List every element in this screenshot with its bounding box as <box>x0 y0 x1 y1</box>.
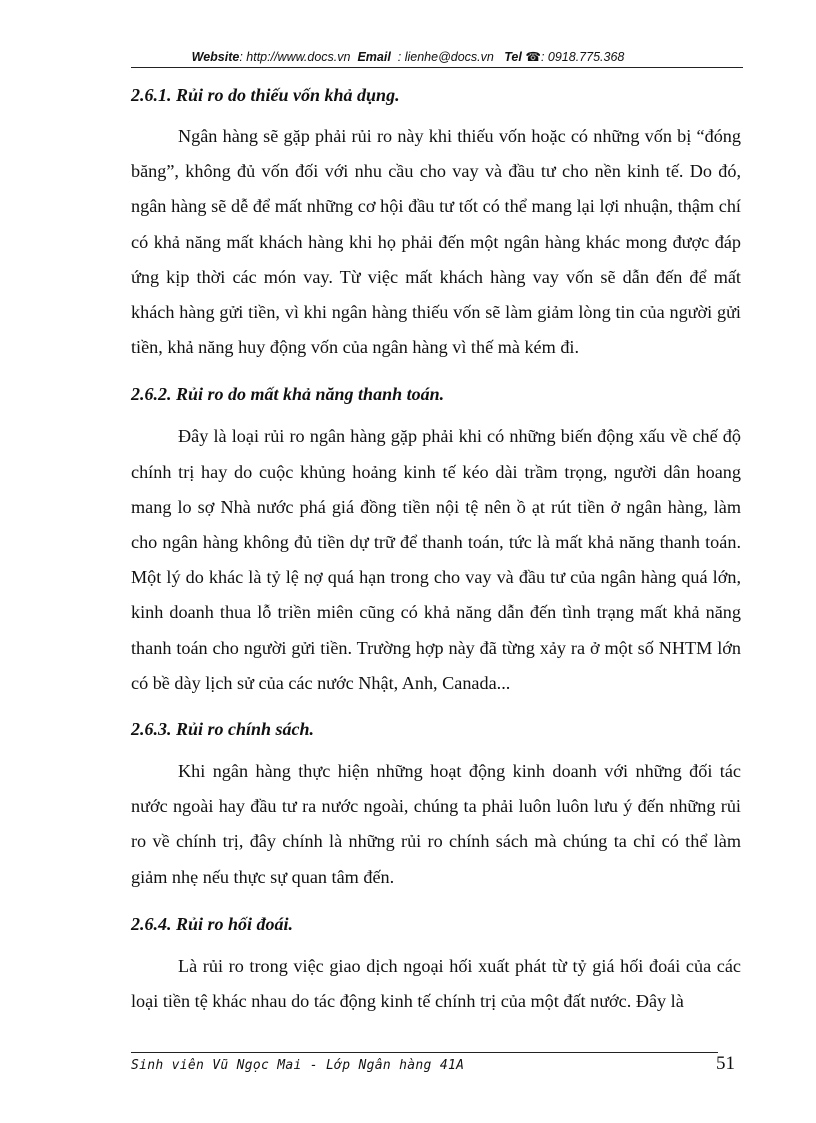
tel-label: Tel <box>504 50 522 64</box>
email-value[interactable]: : lienhe@docs.vn <box>397 50 494 64</box>
section-heading-2-6-2: 2.6.2. Rủi ro do mất khả năng thanh toán. <box>131 384 445 405</box>
footer-author: Sinh viên Vũ Ngọc Mai - Lớp Ngân hàng 41A <box>131 1058 465 1073</box>
email-label: Email <box>357 50 391 64</box>
tel-value: : 0918.775.368 <box>540 50 625 64</box>
section-heading-2-6-4: 2.6.4. Rủi ro hối đoái. <box>131 913 294 934</box>
website-value[interactable]: : http://www.docs.vn <box>239 50 351 64</box>
page-header <box>0 49 816 64</box>
section-paragraph-2-6-3: Khi ngân hàng thực hiện những hoạt động kinh doanh với những đối tác nước ngoài hay đầu tư ra nước ngoài, chúng ta phải luôn luôn lưu ý đến những rủi ro về chính trị, đây chính là những rủi ro chính sách mà chúng ta chỉ có thể làm giảm nhẹ nếu thực sự quan tâm đến. <box>131 761 741 887</box>
section-paragraph-2-6-1: Ngân hàng sẽ gặp phải rủi ro này khi thiếu vốn hoặc có những vốn bị “đóng băng”, không đủ vốn đối với nhu cầu cho vay và đầu tư cho nền kinh tế. Do đó, ngân hàng sẽ dễ để mất những cơ hội đầu tư tốt có thể mang lại lợi nhuận, thậm chí có khả năng mất khách hàng khi họ phải đến một ngân hàng khác mong được đáp ứng kịp thời các món vay. Từ việc mất khách hàng vay vốn sẽ dẫn đến để mất khách hàng gửi tiền, vì khi ngân hàng thiếu vốn sẽ làm giảm lòng tin của người gửi tiền, khả năng huy động vốn của ngân hàng vì thế mà kém đi. <box>131 126 741 358</box>
section-heading-2-6-3: 2.6.3. Rủi ro chính sách. <box>131 719 315 740</box>
document-body <box>131 82 741 1019</box>
header-divider <box>131 67 743 68</box>
website-label: Website <box>191 50 240 64</box>
page-number: 51 <box>716 1053 735 1074</box>
footer-divider <box>131 1052 718 1053</box>
section-heading-2-6-1: 2.6.1. Rủi ro do thiếu vốn khả dụng. <box>131 85 400 105</box>
section-paragraph-2-6-2: Đây là loại rủi ro ngân hàng gặp phải khi có những biến động xấu về chế độ chính trị hay do cuộc khủng hoảng kinh tế kéo dài trầm trọng, người dân hoang mang lo sợ Nhà nước phá giá đồng tiền nội tệ nên ồ ạt rút tiền ở ngân hàng, làm cho ngân hàng không đủ tiền dự trữ để thanh toán, tức là mất khả năng thanh toán. Một lý do khác là tỷ lệ nợ quá hạn trong cho vay và đầu tư của ngân hàng quá lớn, kinh doanh thua lỗ triền miên cũng có khả năng dẫn đến tình trạng mất khả năng thanh toán cho người gửi tiền. Trường hợp này đã từng xảy ra ở một số NHTM lớn có bề dày lịch sử của các nước Nhật, Anh, Canada... <box>131 426 741 693</box>
phone-icon: ☎ <box>525 50 541 64</box>
section-paragraph-2-6-4: Là rủi ro trong việc giao dịch ngoại hối xuất phát từ tỷ giá hối đoái của các loại tiền tệ khác nhau do tác động kinh tế chính trị của một đất nước. Đây là <box>131 955 741 1012</box>
